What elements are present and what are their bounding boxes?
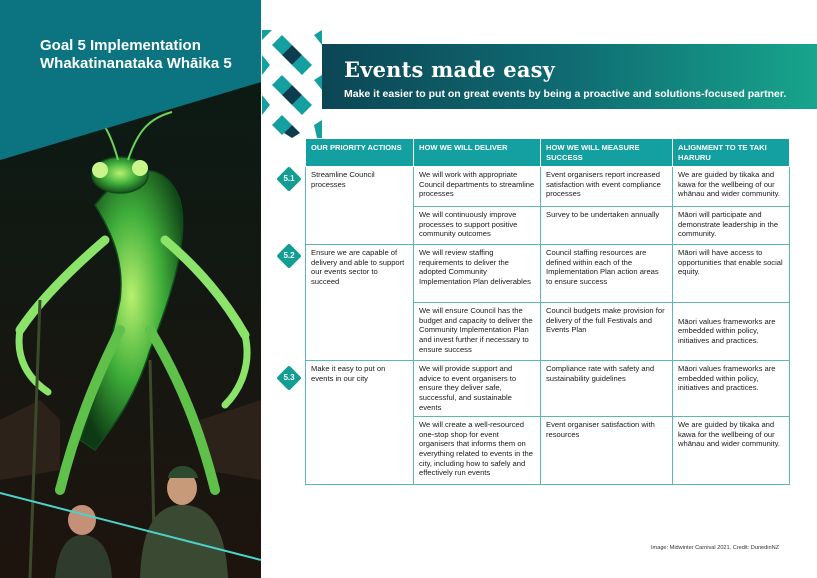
table-row <box>306 167 790 207</box>
alignment-cell: Māori values frameworks are embedded within policy, initiatives and practices. <box>673 361 790 417</box>
measure-cell: Event organiser satisfaction with resources <box>541 417 673 485</box>
table-header-row <box>306 139 790 167</box>
measure-cell: Event organisers report increased satisfaction with event compliance processes <box>541 167 673 207</box>
deliver-cell: We will continuously improve processes to support positive community outcomes <box>414 207 541 245</box>
image-caption: Image: Midwinter Carnival 2021. Credit: DunedinNZ <box>651 545 780 551</box>
deliver-cell: We will review staffing requirements to deliver the adopted Community Implementation Plan deliverables <box>414 245 541 303</box>
measure-cell: Compliance rate with safety and sustainability guidelines <box>541 361 673 417</box>
header-priority-actions: OUR PRIORITY ACTIONS <box>306 139 414 167</box>
carnival-photo <box>0 0 261 578</box>
table-row <box>306 361 790 417</box>
alignment-cell: Māori will have access to opportunities that enable social equity. <box>673 245 790 303</box>
alignment-cell: We are guided by tikaka and kawa for the wellbeing of our whānau and wider community. <box>673 167 790 207</box>
header-how-measure: HOW WE WILL MEASURE SUCCESS <box>541 139 673 167</box>
alignment-cell: We are guided by tikaka and kawa for the wellbeing of our whānau and wider community. <box>673 417 790 485</box>
goal-title <box>40 37 232 73</box>
header-how-deliver: HOW WE WILL DELIVER <box>414 139 541 167</box>
measure-cell: Council budgets make provision for delivery of the full Festivals and Events Plan <box>541 303 673 361</box>
alignment-cell: Māori values frameworks are embedded within policy, initiatives and practices. <box>673 303 790 361</box>
deliver-cell: We will work with appropriate Council departments to streamline processes <box>414 167 541 207</box>
header-alignment: ALIGNMENT TO TE TAKI HARURU <box>673 139 790 167</box>
deliver-cell: We will create a well-resourced one-stop shop for event organisers that informs them on everything related to events in the city, including how to safely and effectively run events <box>414 417 541 485</box>
left-panel <box>0 0 261 578</box>
action-cell: Streamline Council processes <box>306 167 414 245</box>
priority-actions-table <box>305 138 790 485</box>
page-heading: Events made easy <box>344 57 556 82</box>
action-cell: Ensure we are capable of delivery and able to support our events sector to succeed <box>306 245 414 361</box>
decorative-pattern-icon <box>262 30 322 138</box>
badge-number: 5.3 <box>283 373 295 382</box>
action-cell: Make it easy to put on events in our city <box>306 361 414 485</box>
deliver-cell: We will provide support and advice to event organisers to ensure they deliver safe, successful, and sustainable events <box>414 361 541 417</box>
table-row <box>306 245 790 303</box>
alignment-cell: Māori will participate and demonstrate leadership in the community. <box>673 207 790 245</box>
deliver-cell: We will ensure Council has the budget and capacity to deliver the Community Implementation Plan and invest further if necessary to ensure success <box>414 303 541 361</box>
measure-cell: Survey to be undertaken annually <box>541 207 673 245</box>
badge-number: 5.2 <box>283 251 295 260</box>
measure-cell: Council staffing resources are defined within each of the Implementation Plan action areas to ensure success <box>541 245 673 303</box>
goal-title-line1: Goal 5 Implementation <box>40 37 201 54</box>
page-subheading: Make it easier to put on great events by being a proactive and solutions-focused partner. <box>344 88 787 100</box>
badge-number: 5.1 <box>283 174 295 183</box>
goal-title-line2: Whakatinanataka Whāika 5 <box>40 55 232 72</box>
